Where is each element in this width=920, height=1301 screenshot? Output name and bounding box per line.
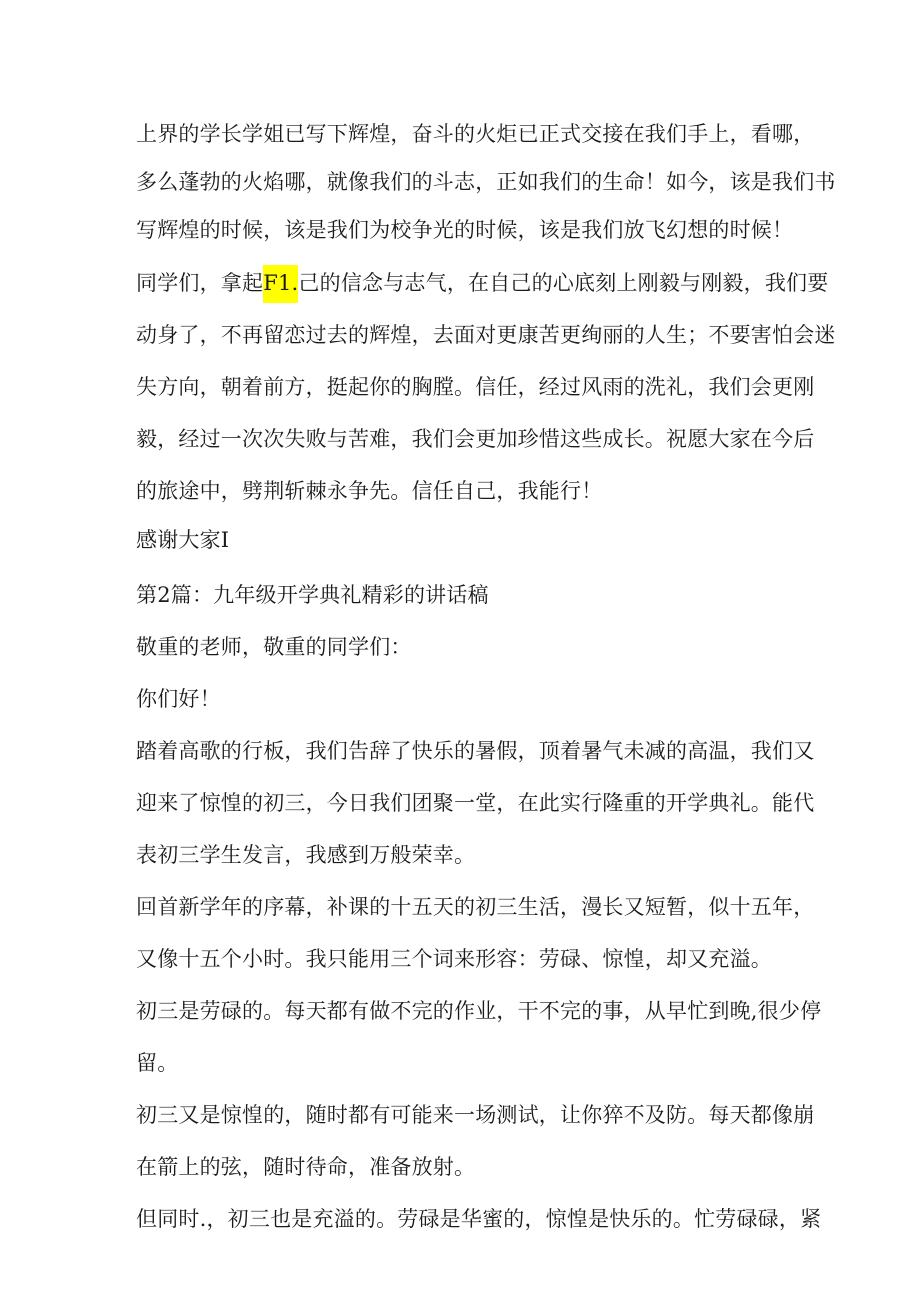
text-line: 在箭上的弦，随时待命，准备放射。	[136, 1155, 476, 1179]
text-line: 留。	[136, 1051, 179, 1075]
text-line: 初三又是惊惶的，随时都有可能来一场测试，让你猝不及防。每天都像崩	[136, 1103, 815, 1127]
text-line	[136, 263, 828, 303]
text-line: 表初三学生发言，我感到万般荣幸。	[136, 843, 476, 867]
text-line: 迎来了惊惶的初三，今日我们团聚一堂，在此实行隆重的开学典礼。能代	[136, 791, 815, 815]
text-line: 踏着高歌的行板，我们告辞了快乐的暑假，顶着暑气未减的高温，我们又	[136, 739, 815, 763]
text-line: 感谢大家I	[136, 528, 230, 552]
text-line: 失方向，朝着前方，挺起你的胸膛。信任，经过风雨的洗礼，我们会更刚	[136, 375, 815, 399]
text-line: 上界的学长学姐已写下辉煌，奋斗的火炬已正式交接在我们手上，看哪，	[136, 122, 815, 146]
highlighted-text: F1.	[263, 265, 298, 303]
text-segment: 己的信念与志气，在自己的心底刻上刚毅与刚毅，我们要	[298, 271, 829, 295]
text-line: 毅，经过一次次失败与苦难，我们会更加珍惜这些成长。祝愿大家在今后	[136, 427, 815, 451]
text-line: 初三是劳碌的。每天都有做不完的作业，干不完的事，从早忙到晚,很少停	[136, 999, 822, 1023]
section-heading: 第2篇：九年级开学典礼精彩的讲话稿	[136, 583, 489, 607]
text-line: 回首新学年的序幕，补课的十五天的初三生活，漫长又短暂，似十五年，	[136, 895, 815, 919]
text-line: 的旅途中，劈荆斩棘永争先。信任自己，我能行！	[136, 479, 603, 503]
text-line: 又像十五个小时。我只能用三个词来形容：劳碌、惊惶，却又充溢。	[136, 947, 772, 971]
text-line: 敬重的老师，敬重的同学们：	[136, 635, 412, 659]
text-line: 多么蓬勃的火焰哪，就像我们的斗志，正如我们的生命！如今，该是我们书	[136, 170, 836, 194]
text-line: 动身了，不再留恋过去的辉煌，去面对更康苦更绚丽的人生；不要害怕会迷	[136, 323, 836, 347]
text-line: 但同时.，初三也是充溢的。劳碌是华蜜的，惊惶是快乐的。忙劳碌碌，紧	[136, 1207, 822, 1231]
text-line: 你们好！	[136, 687, 221, 711]
text-segment: 同学们，拿起	[136, 271, 264, 295]
text-line: 写辉煌的时候，该是我们为校争光的时候，该是我们放飞幻想的时候！	[136, 218, 794, 242]
